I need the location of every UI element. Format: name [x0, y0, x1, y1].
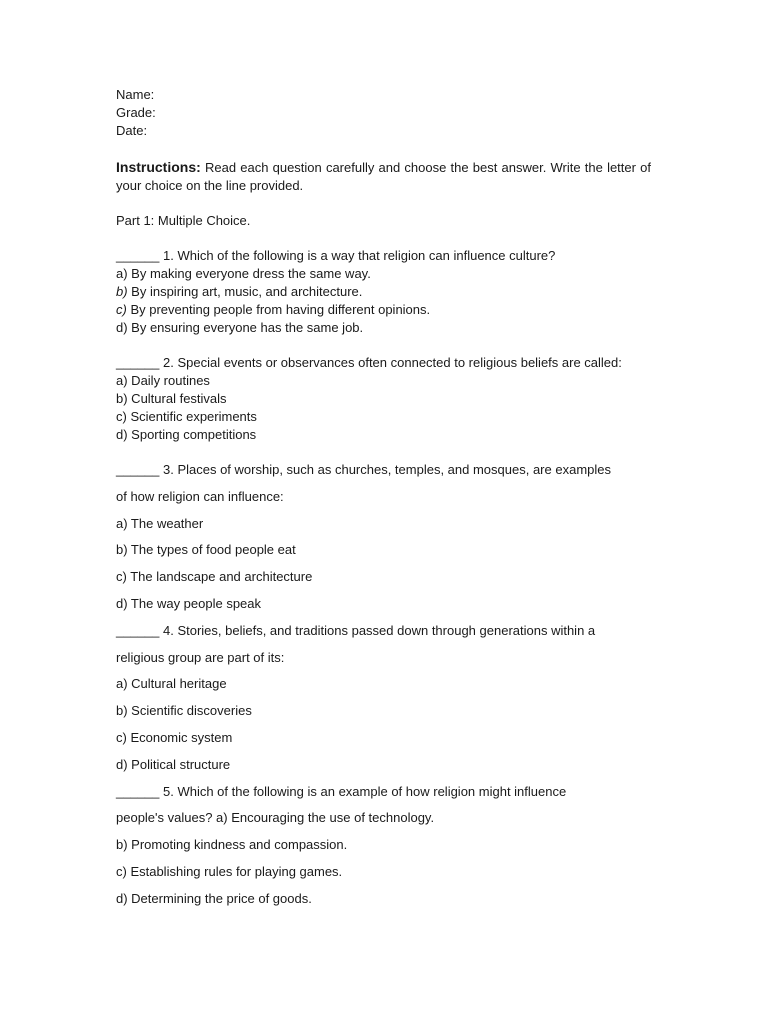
question-5 [116, 783, 651, 917]
option-letter: c) [116, 302, 127, 317]
question-stem-line-1: ______ 3. Places of worship, such as churches, temples, and mosques, are examples [116, 462, 611, 477]
question-stem-line-2: people's values? a) Encouraging the use of technology. [116, 810, 435, 826]
option-letter: b) [116, 391, 128, 406]
option-b: b) Scientific discoveries [116, 703, 252, 719]
option-letter: d) [116, 427, 128, 442]
option-a: a) Cultural heritage [116, 676, 227, 692]
question-stem-line-2: of how religion can influence: [116, 488, 284, 504]
option-c [116, 408, 651, 426]
option-text: By making everyone dress the same way. [127, 266, 371, 281]
option-text: Cultural festivals [127, 391, 227, 406]
worksheet-page [116, 86, 651, 917]
date-label: Date: [116, 123, 148, 138]
question-2 [116, 354, 651, 444]
question-3 [116, 461, 651, 622]
option-text: Sporting competitions [127, 427, 257, 442]
option-text: By preventing people from having different opinions. [126, 302, 431, 317]
option-c: c) Economic system [116, 729, 233, 745]
option-c: c) The landscape and architecture [116, 569, 313, 585]
name-label: Name: [116, 87, 155, 102]
question-1 [116, 247, 651, 337]
option-text: By ensuring everyone has the same job. [127, 320, 364, 335]
option-b: b) The types of food people eat [116, 542, 296, 558]
option-d [116, 426, 651, 444]
option-a: a) The weather [116, 515, 204, 531]
option-letter: c) [116, 409, 127, 424]
option-a [116, 372, 651, 390]
question-stem-line-2: religious group are part of its: [116, 649, 285, 665]
option-text: Scientific experiments [126, 409, 257, 424]
instructions-label: Instructions: [116, 159, 201, 175]
wide-spaced-questions [116, 461, 651, 917]
question-stem: ______ 1. Which of the following is a way that religion can influence culture? [116, 248, 556, 263]
option-letter: b) [116, 284, 128, 299]
question-stem-line-1: ______ 5. Which of the following is an example of how religion might influence [116, 783, 567, 799]
option-c: c) Establishing rules for playing games. [116, 863, 343, 879]
student-info-block [116, 86, 651, 140]
option-text: Daily routines [127, 373, 210, 388]
question-stem: ______ 2. Special events or observances often connected to religious beliefs are called: [116, 355, 622, 370]
option-letter: a) [116, 373, 128, 388]
grade-label: Grade: [116, 105, 156, 120]
option-letter: d) [116, 320, 128, 335]
part-title: Part 1: Multiple Choice. [116, 213, 251, 228]
instructions-paragraph [116, 158, 651, 195]
option-c [116, 301, 651, 319]
option-text: By inspiring art, music, and architecture. [127, 284, 363, 299]
option-b [116, 283, 651, 301]
question-stem-line-1: ______ 4. Stories, beliefs, and traditions passed down through generations within a [116, 622, 596, 638]
instructions-text: Read each question carefully and choose the best answer. Write the letter of your choice on the line provided. [116, 160, 651, 193]
option-b [116, 390, 651, 408]
option-a [116, 265, 651, 283]
option-b: b) Promoting kindness and compassion. [116, 837, 348, 853]
option-d: d) Political structure [116, 756, 231, 772]
question-4 [116, 622, 651, 783]
option-letter: a) [116, 266, 128, 281]
option-d: d) Determining the price of goods. [116, 890, 312, 906]
option-d [116, 319, 651, 337]
option-d: d) The way people speak [116, 595, 262, 611]
